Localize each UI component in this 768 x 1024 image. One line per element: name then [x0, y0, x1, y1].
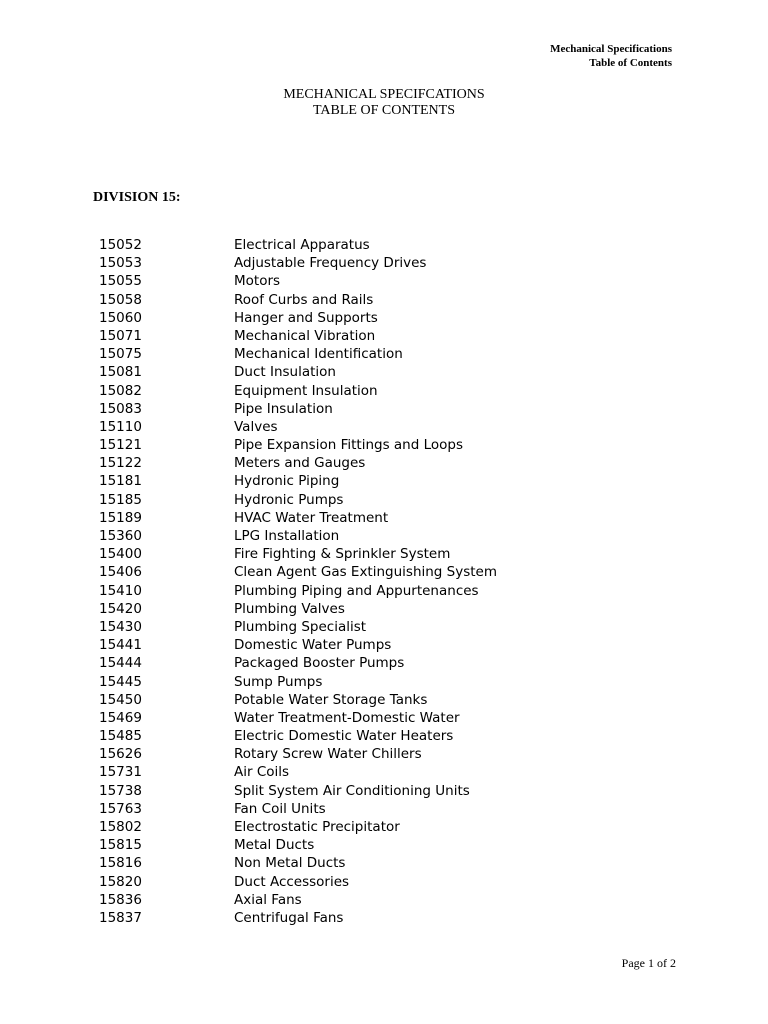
page-number: Page 1 of 2	[621, 956, 676, 970]
section-number: 15060	[99, 309, 142, 326]
section-title: Motors	[234, 273, 281, 290]
section-number: 15469	[99, 709, 142, 726]
section-title: Potable Water Storage Tanks	[234, 691, 428, 708]
section-number: 15181	[99, 473, 142, 490]
toc-row	[99, 745, 497, 763]
section-title: Sump Pumps	[234, 673, 323, 690]
section-title: Roof Curbs and Rails	[234, 291, 374, 308]
section-number: 15081	[99, 364, 142, 381]
section-number: 15820	[99, 873, 142, 890]
toc-row	[99, 582, 497, 600]
toc-row	[99, 854, 497, 872]
section-title: Hydronic Pumps	[234, 491, 344, 508]
toc-row	[99, 782, 497, 800]
section-title: Electrostatic Precipitator	[234, 819, 400, 835]
toc-row	[99, 254, 497, 272]
running-header	[550, 42, 672, 70]
section-number: 15052	[99, 237, 142, 253]
section-number: 15445	[99, 673, 142, 690]
section-title: Fire Fighting & Sprinkler System	[234, 546, 451, 563]
toc-row	[99, 873, 497, 891]
section-title: Electrical Apparatus	[234, 237, 370, 253]
toc-row	[99, 673, 497, 691]
toc-row	[99, 400, 497, 418]
section-title: Duct Accessories	[234, 873, 350, 890]
section-title: Water Treatment-Domestic Water	[234, 709, 460, 726]
running-header-title: Mechanical Specifications	[550, 43, 672, 55]
section-title: Adjustable Frequency Drives	[234, 255, 427, 272]
section-number: 15122	[99, 455, 142, 472]
section-title: Axial Fans	[234, 891, 302, 908]
toc-row	[99, 236, 497, 254]
section-number: 15441	[99, 637, 142, 654]
section-title: Mechanical Vibration	[234, 327, 376, 344]
running-header-subtitle: Table of Contents	[589, 57, 672, 69]
section-number: 15485	[99, 728, 142, 745]
toc-row	[99, 436, 497, 454]
toc-row	[99, 836, 497, 854]
toc-row	[99, 691, 497, 709]
section-number: 15731	[99, 764, 142, 781]
section-title: Centrifugal Fans	[234, 909, 344, 926]
section-number: 15185	[99, 491, 142, 508]
section-title: Duct Insulation	[234, 364, 336, 381]
section-title: Mechanical Identification	[234, 346, 403, 363]
section-number: 15121	[99, 437, 142, 454]
section-number: 15083	[99, 400, 142, 417]
toc-row	[99, 491, 497, 509]
toc-row	[99, 636, 497, 654]
toc-row	[99, 272, 497, 290]
toc-row	[99, 600, 497, 618]
toc-row	[99, 709, 497, 727]
toc-row	[99, 527, 497, 545]
section-title: Domestic Water Pumps	[234, 637, 392, 654]
toc-row	[99, 563, 497, 581]
section-number: 15626	[99, 746, 142, 763]
section-title: Clean Agent Gas Extinguishing System	[234, 564, 498, 581]
section-title: Plumbing Piping and Appurtenances	[234, 582, 479, 599]
toc-row	[99, 618, 497, 636]
toc-row	[99, 727, 497, 745]
section-number: 15400	[99, 546, 142, 563]
section-number: 15075	[99, 346, 142, 363]
toc-row	[99, 800, 497, 818]
section-title: Rotary Screw Water Chillers	[234, 746, 422, 763]
toc-row	[99, 891, 497, 909]
toc-row	[99, 327, 497, 345]
document-title-line2: TABLE OF CONTENTS	[313, 103, 455, 118]
section-number: 15189	[99, 509, 142, 526]
section-title: Non Metal Ducts	[234, 855, 346, 872]
section-number: 15836	[99, 891, 142, 908]
section-title: Fan Coil Units	[234, 800, 326, 817]
section-title: Packaged Booster Pumps	[234, 655, 405, 672]
document-title	[0, 87, 768, 119]
toc-row	[99, 291, 497, 309]
section-title: Metal Ducts	[234, 837, 315, 854]
division-heading: DIVISION 15:	[93, 190, 181, 205]
toc-row	[99, 382, 497, 400]
section-number: 15410	[99, 582, 142, 599]
section-number: 15816	[99, 855, 142, 872]
section-number: 15802	[99, 819, 142, 835]
toc-row	[99, 345, 497, 363]
toc-list	[99, 236, 497, 927]
section-title: LPG Installation	[234, 528, 340, 544]
section-number: 15837	[99, 909, 142, 926]
section-title: HVAC Water Treatment	[234, 509, 389, 526]
section-number: 15360	[99, 528, 142, 544]
section-title: Pipe Expansion Fittings and Loops	[234, 437, 463, 454]
section-title: Plumbing Specialist	[234, 618, 367, 635]
section-number: 15444	[99, 655, 142, 672]
section-number: 15815	[99, 837, 142, 854]
section-number: 15058	[99, 291, 142, 308]
section-title: Hydronic Piping	[234, 473, 340, 490]
section-title: Meters and Gauges	[234, 455, 366, 472]
toc-row	[99, 309, 497, 327]
document-title-line1: MECHANICAL SPECIFCATIONS	[283, 87, 485, 102]
section-number: 15053	[99, 255, 142, 272]
section-number: 15071	[99, 327, 142, 344]
toc-row	[99, 654, 497, 672]
section-number: 15738	[99, 782, 142, 799]
section-title: Hanger and Supports	[234, 309, 378, 326]
section-number: 15420	[99, 600, 142, 617]
toc-row	[99, 545, 497, 563]
toc-row	[99, 509, 497, 527]
section-title: Electric Domestic Water Heaters	[234, 728, 454, 745]
section-number: 15055	[99, 273, 142, 290]
toc-row	[99, 363, 497, 381]
section-number: 15110	[99, 418, 142, 435]
section-title: Valves	[234, 418, 278, 435]
section-title: Pipe Insulation	[234, 400, 333, 417]
toc-row	[99, 472, 497, 490]
toc-row	[99, 909, 497, 927]
section-title: Plumbing Valves	[234, 600, 345, 617]
toc-row	[99, 763, 497, 781]
section-number: 15450	[99, 691, 142, 708]
section-title: Equipment Insulation	[234, 382, 378, 399]
section-title: Air Coils	[234, 764, 290, 781]
section-number: 15430	[99, 618, 142, 635]
section-number: 15082	[99, 382, 142, 399]
toc-row	[99, 818, 497, 836]
section-number: 15763	[99, 800, 142, 817]
section-title: Split System Air Conditioning Units	[234, 782, 470, 799]
toc-row	[99, 418, 497, 436]
toc-row	[99, 454, 497, 472]
section-number: 15406	[99, 564, 142, 581]
